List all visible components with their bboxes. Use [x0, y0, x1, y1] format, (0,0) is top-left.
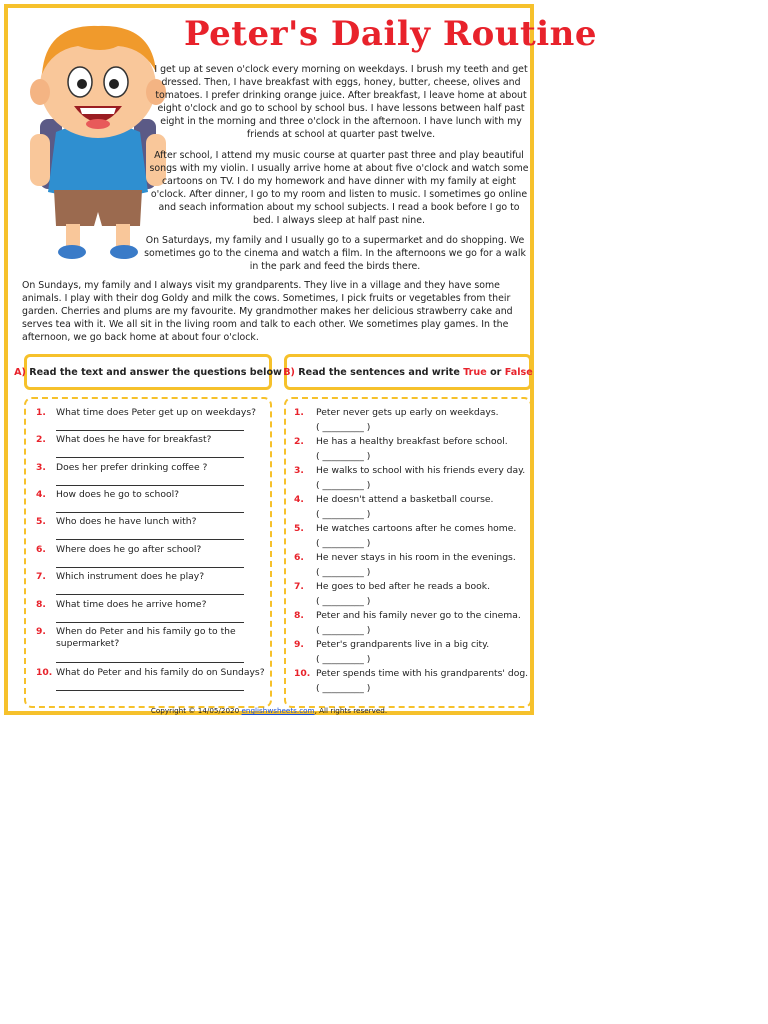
statement-text: Peter's grandparents live in a big city.	[316, 639, 490, 650]
question-number: 10.	[36, 667, 53, 678]
answer-line[interactable]	[56, 567, 244, 568]
answer-blank[interactable]: ( _________ )	[316, 567, 371, 578]
question-text: What does he have for breakfast?	[56, 434, 212, 445]
statement-number: 5.	[294, 523, 304, 534]
answer-blank[interactable]: ( _________ )	[316, 538, 371, 549]
statement-text: He has a healthy breakfast before school.	[316, 436, 508, 447]
statement-number: 7.	[294, 581, 304, 592]
statement-number: 10.	[294, 668, 311, 679]
section-b-header	[284, 354, 532, 390]
question-number: 5.	[36, 516, 46, 527]
copyright-suffix: , All rights reserved.	[314, 706, 388, 715]
statement-number: 9.	[294, 639, 304, 650]
answer-blank[interactable]: ( _________ )	[316, 451, 371, 462]
question-number: 3.	[36, 462, 46, 473]
paragraph-weekdays: I get up at seven o'clock every morning on weekdays. I brush my teeth and get dressed. Then, I have breakfast with eggs, honey, butter, cheese, olives and tomatoes. I prefer drinking orange juice. After breakfast, I leave home at about eight o'clock and go to school by school bus. I have lessons between half past eight in the morning and three o'clock in the afternoon. I have lunch with my friends at school at quarter past twelve.	[154, 64, 528, 140]
statement-text: Peter spends time with his grandparents' dog.	[316, 668, 529, 679]
question-text: Where does he go after school?	[56, 544, 202, 555]
question-text: What do Peter and his family do on Sundays?	[56, 667, 265, 678]
answer-line[interactable]	[56, 430, 244, 431]
paragraph-sundays: On Sundays, my family and I always visit my grandparents. They live in a village and they have some animals. I play with their dog Goldy and milk the cows. Sometimes, I pick fruits or vegetables from their garden. Cherries and plums are my favourite. My grandmother makes her delicious strawberry cake and serves tea with it. We all sit in the living room and talk to each other. We sometimes play games. In the afternoon, we go back home at about four o'clock.	[22, 280, 513, 343]
section-b-label: B)	[283, 366, 295, 378]
section-a-header	[14, 354, 282, 390]
answer-line[interactable]	[56, 662, 244, 663]
questions-box	[24, 397, 272, 708]
answer-blank[interactable]: ( _________ )	[316, 625, 371, 636]
statement-number: 6.	[294, 552, 304, 563]
answer-line[interactable]	[56, 512, 244, 513]
copyright-line	[8, 706, 530, 715]
statement-text: He never stays in his room in the evenings.	[316, 552, 516, 563]
question-text: Who does he have lunch with?	[56, 516, 197, 527]
statement-number: 3.	[294, 465, 304, 476]
answer-blank[interactable]: ( _________ )	[316, 654, 371, 665]
true-false-box	[284, 397, 532, 708]
answer-line[interactable]	[56, 539, 244, 540]
statement-text: Peter and his family never go to the cinema.	[316, 610, 521, 621]
answer-line[interactable]	[56, 485, 244, 486]
question-number: 7.	[36, 571, 46, 582]
paragraph-saturdays: On Saturdays, my family and I usually go to a supermarket and do shopping. We sometimes go to the cinema and watch a film. In the afternoons we go for a walk in the park and feed the birds there.	[144, 235, 526, 272]
statement-number: 4.	[294, 494, 304, 505]
statement-number: 2.	[294, 436, 304, 447]
question-number: 6.	[36, 544, 46, 555]
statement-text: He doesn't attend a basketball course.	[316, 494, 494, 505]
answer-blank[interactable]: ( _________ )	[316, 509, 371, 520]
question-text: Does her prefer drinking coffee ?	[56, 462, 208, 473]
site-link[interactable]: englishwsheets.com	[241, 706, 315, 715]
question-number: 8.	[36, 599, 46, 610]
answer-line[interactable]	[56, 622, 244, 623]
question-text: How does he go to school?	[56, 489, 180, 500]
section-a-label: A)	[14, 366, 26, 378]
question-text: When do Peter and his family go to the supermarket?	[56, 626, 236, 649]
statement-text: He goes to bed after he reads a book.	[316, 581, 490, 592]
answer-blank[interactable]: ( _________ )	[316, 422, 371, 433]
answer-blank[interactable]: ( _________ )	[316, 480, 371, 491]
question-number: 4.	[36, 489, 46, 500]
statement-number: 8.	[294, 610, 304, 621]
question-number: 1.	[36, 407, 46, 418]
answer-line[interactable]	[56, 690, 244, 691]
answer-blank[interactable]: ( _________ )	[316, 596, 371, 607]
statement-text: He walks to school with his friends every day.	[316, 465, 526, 476]
false-word: False	[504, 366, 533, 378]
paragraph-after-school: After school, I attend my music course at quarter past three and play beautiful songs with my violin. I usually arrive home at about five o'clock and watch some cartoons on TV. I do my homework and have dinner with my family at eight o'clock. After dinner, I go to my room and listen to music. I sometimes go online and seach information about my school subjects. I read a book before I go to bed. I always sleep at half past nine.	[149, 150, 529, 226]
statement-text: Peter never gets up early on weekdays.	[316, 407, 499, 418]
question-text: Which instrument does he play?	[56, 571, 205, 582]
or-word: or	[490, 366, 502, 378]
true-word: True	[463, 366, 487, 378]
question-number: 2.	[36, 434, 46, 445]
section-b-heading: Read the sentences and write	[298, 366, 460, 378]
copyright-text: Copyright © 14/05/2020	[150, 706, 240, 715]
answer-line[interactable]	[56, 594, 244, 595]
statement-number: 1.	[294, 407, 304, 418]
worksheet-page	[4, 4, 597, 715]
answer-line[interactable]	[56, 457, 244, 458]
section-a-heading: Read the text and answer the questions below	[29, 366, 282, 378]
statement-text: He watches cartoons after he comes home.	[316, 523, 517, 534]
question-text: What time does he arrive home?	[56, 599, 207, 610]
page-title: Peter's Daily Routine	[184, 14, 597, 54]
answer-blank[interactable]: ( _________ )	[316, 683, 371, 694]
question-number: 9.	[36, 626, 46, 637]
question-text: What time does Peter get up on weekdays?	[56, 407, 257, 418]
